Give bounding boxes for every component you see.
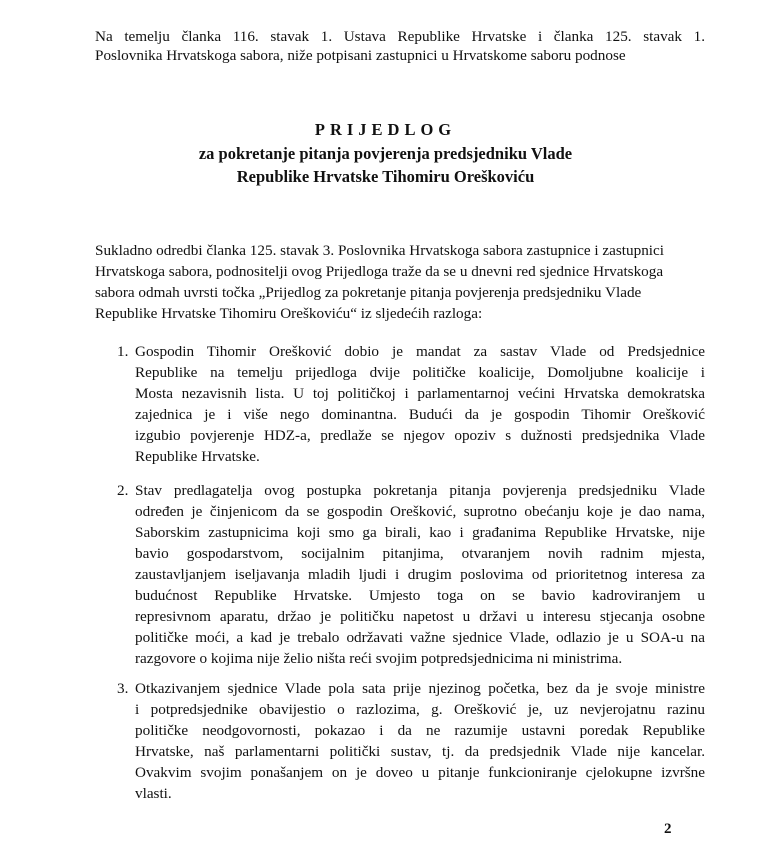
list-item-line: Mosta nezavisnih lista. U toj političkoj i parlamentarnoj većini Hrvatska demokratska bbox=[135, 385, 705, 402]
intro-line: Na temelju članka 116. stavak 1. Ustava Republike Hrvatske i članka 125. stavak 1. bbox=[95, 28, 705, 45]
list-item-line: Republike na temelju prijedloga dvije političke koalicije, Domoljubne koalicije i bbox=[135, 364, 705, 381]
list-item-number: 2. bbox=[117, 482, 129, 499]
list-item-line: Stav predlagatelja ovog postupka pokretanja pitanja povjerenja predsjedniku Vlade bbox=[135, 482, 705, 499]
list-item-line: određen je činjenicom da se gospodin Orešković, suprotno obećanju koje je dao nama, bbox=[135, 503, 705, 520]
page-number: 2 bbox=[664, 821, 672, 837]
list-item-number: 3. bbox=[117, 680, 129, 697]
list-item-line: Otkazivanjem sjednice Vlade pola sata prije njezinog početka, bez da je svoje ministre bbox=[135, 680, 705, 697]
list-item-line: političke moći, a kad je trebalo održavati važne sjednice Vlade, odlazio je u SOA-u na bbox=[135, 629, 705, 646]
document-subtitle-line: za pokretanje pitanja povjerenja predsjedniku Vlade bbox=[198, 144, 573, 163]
list-item-line: Republike Hrvatske. bbox=[135, 448, 260, 465]
list-item-line: zaustavljanjem iseljavanja mladih ljudi i drugim poslovima od prioritetnog interesa za bbox=[135, 566, 705, 583]
paragraph-line: Hrvatskoga sabora, podnositelji ovog Prijedloga traže da se u dnevni red sjednice Hrvatskoga bbox=[95, 263, 664, 280]
document-subtitle-line: Republike Hrvatske Tihomiru Oreškoviću bbox=[236, 167, 535, 186]
list-item-line: Hrvatske, naš parlamentarni politički sustav, tj. da predsjednik Vlade nije kancelar. bbox=[135, 743, 705, 760]
list-item-line: vlasti. bbox=[135, 785, 172, 802]
list-item-line: razgovore o kojima nije želio ništa reći svojim potpredsjednicima ni ministrima. bbox=[135, 650, 623, 667]
list-item-number: 1. bbox=[117, 343, 129, 360]
intro-line: Poslovnika Hrvatskoga sabora, niže potpisani zastupnici u Hrvatskome saboru podnose bbox=[95, 47, 626, 64]
list-item-line: i potpredsjednike obavijestio o razlozima, g. Orešković je, uz nevjerojatnu razinu bbox=[135, 701, 705, 718]
list-item-line: političke neodgovornosti, pokazao i da ne razumije ustavni poredak Republike bbox=[135, 722, 705, 739]
paragraph-line: Republike Hrvatske Tihomiru Oreškoviću“ iz sljedećih razloga: bbox=[95, 305, 483, 322]
list-item-line: Ovakvim svojim ponašanjem on je doveo u pitanje funkcioniranje cjelokupne izvršne bbox=[135, 764, 705, 781]
list-item-line: Saborskim zastupnicima koji smo ga birali, kao i građanima Republike Hrvatske, nije bbox=[135, 524, 705, 541]
paragraph-line: Sukladno odredbi članka 125. stavak 3. Poslovnika Hrvatskoga sabora zastupnice i zastupnici bbox=[95, 242, 664, 259]
list-item-line: zajednica je i više nego dominantna. Budući da je gospodin Tihomir Orešković bbox=[135, 406, 705, 423]
paragraph-line: sabora odmah uvrsti točka „Prijedlog za pokretanje pitanja povjerenja predsjedniku Vlade bbox=[95, 284, 642, 301]
list-item-line: izgubio povjerenje HDZ-a, predlaže se njegov opoziv s dužnosti predsjednika Vlade bbox=[135, 427, 705, 444]
list-item-line: represivnom aparatu, držao je političku napetost u državi u interesu stjecanja osobne bbox=[135, 608, 705, 625]
list-item-line: Gospodin Tihomir Orešković dobio je mandat za sastav Vlade od Predsjednice bbox=[135, 343, 705, 360]
list-item-line: budućnost Republike Hrvatske. Umjesto toga on se bavio kadroviranjem u bbox=[135, 587, 705, 604]
list-item-line: bavio gospodarstvom, socijalnim pitanjima, otvaranjem novih radnim mjesta, bbox=[135, 545, 705, 562]
document-heading: PRIJEDLOG bbox=[314, 120, 457, 139]
